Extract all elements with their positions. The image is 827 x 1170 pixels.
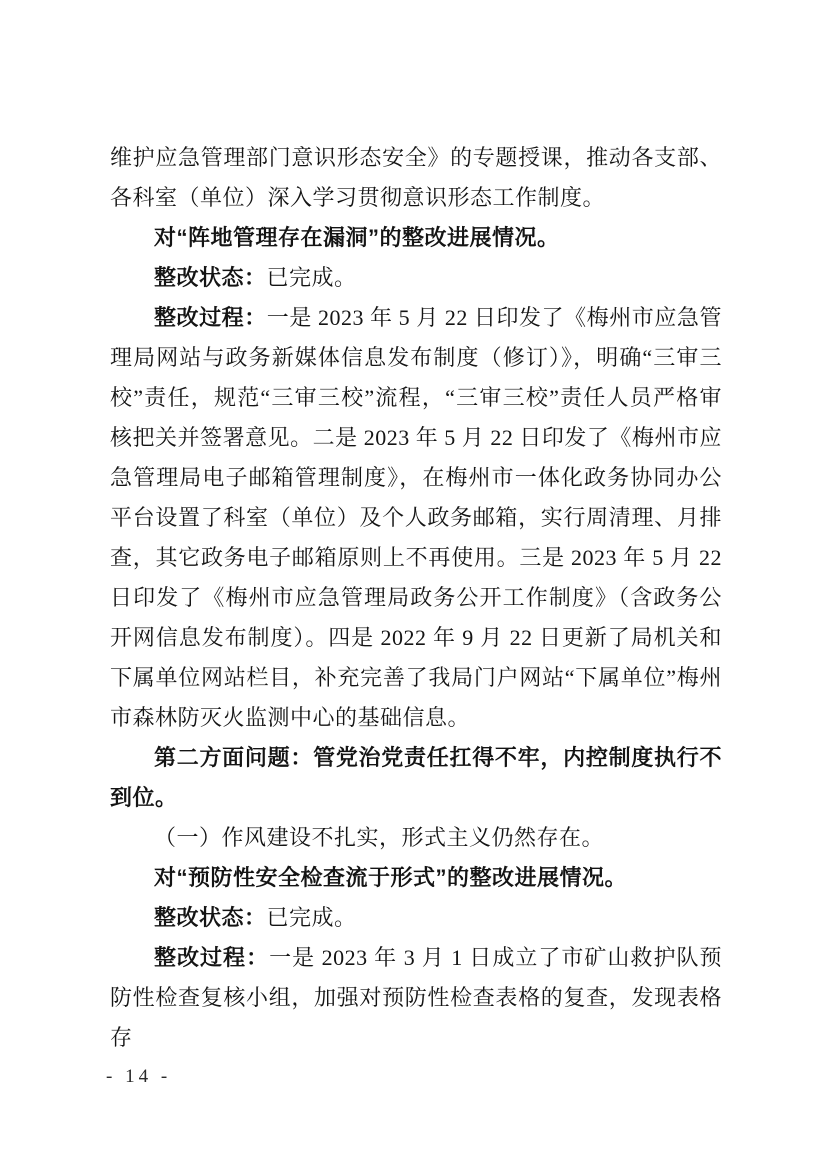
paragraph-section-2-problem: 第二方面问题：管党治党责任扛得不牢，内控制度执行不到位。 <box>110 745 722 810</box>
heading-zhendi-rectification: 对“阵地管理存在漏洞”的整改进展情况。 <box>154 225 560 250</box>
heading-yufang-rectification: 对“预防性安全检查流于形式”的整改进展情况。 <box>154 865 628 890</box>
paragraph-intro-continuation: 维护应急管理部门意识形态安全》的专题授课，推动各支部、各科室（单位）深入学习贯彻意识形态工作制度。 <box>110 145 722 210</box>
paragraph-status-1 <box>110 258 722 298</box>
document-body <box>110 138 722 1058</box>
process-1-value: 一是 2023 年 5 月 22 日印发了《梅州市应急管理局网站与政务新媒体信息发布制度（修订）》，明确“三审三校”责任，规范“三审三校”流程，“三审三校”责任人员严格审核把关并签署意见。二是 2023 年 5 月 22 日印发了《梅州市应急管理局电子邮箱管理制度》，在梅州市一体化政务协同办公平台设置了科室（单位）及个人政务邮箱，实行周清理、月排查，其它政务电子邮箱原则上不再使用。三是 2023 年 5 月 22 日印发了《梅州市应急管理局政务公开工作制度》（含政务公开网信息发布制度）。四是 2022 年 9 月 22 日更新了局机关和下属单位网站栏目，补充完善了我局门户网站“下属单位”梅州市森林防灭火监测中心的基础信息。 <box>110 305 722 730</box>
paragraph-process-1 <box>110 298 722 738</box>
status-1-value: 已完成。 <box>266 265 357 290</box>
paragraph-subsection-1: （一）作风建设不扎实，形式主义仍然存在。 <box>154 825 605 850</box>
status-2-value: 已完成。 <box>266 905 357 930</box>
status-1-label: 整改状态： <box>154 265 267 290</box>
process-2-value: 一是 2023 年 3 月 1 日成立了市矿山救护队预防性检查复核小组，加强对预防性检查表格的复查，发现表格存 <box>110 945 722 1050</box>
footer-page-number: - 14 - <box>106 1066 172 1087</box>
process-2-label: 整改过程： <box>154 945 270 970</box>
process-1-label: 整改过程： <box>154 305 267 330</box>
status-2-label: 整改状态： <box>154 905 267 930</box>
paragraph-process-2 <box>110 938 722 1058</box>
paragraph-status-2 <box>110 898 722 938</box>
